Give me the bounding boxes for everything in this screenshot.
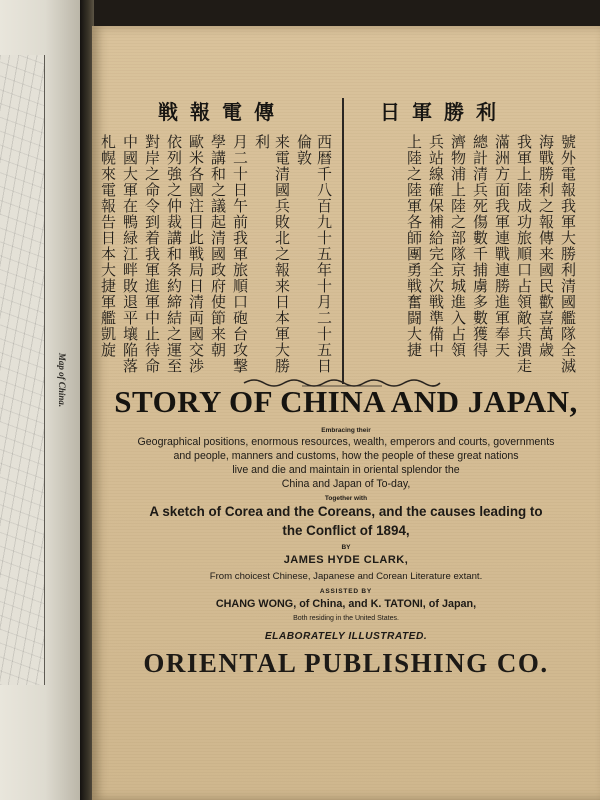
- embracing-label: Embracing their: [321, 427, 371, 434]
- japanese-column: 月二十日午前我軍旅順口砲台攻撃: [231, 134, 249, 374]
- by-label: BY: [341, 544, 351, 551]
- japanese-column: 滿洲方面我軍連戰連勝進軍奉天: [493, 134, 511, 358]
- japanese-column: 號外電報我軍大勝利清國艦隊全滅: [559, 134, 577, 374]
- japanese-news-section: [99, 96, 582, 414]
- column-divider: [342, 98, 344, 384]
- source-note: From choicest Chinese, Japanese and Corean Literature extant.: [209, 571, 483, 582]
- sketch-line: A sketch of Corea and the Coreans, and the causes leading to: [149, 504, 543, 519]
- japanese-column: 濟物浦上陸之部隊京城進入占領: [449, 134, 467, 358]
- japanese-column: 學講和之議起清國政府使節来朝: [209, 134, 227, 358]
- japanese-title-left: 戦報電傳: [158, 102, 286, 124]
- author-name: JAMES HYDE CLARK,: [283, 554, 409, 566]
- residing-note: Both residing in the United States.: [293, 615, 399, 622]
- description-line: live and die and maintain in oriental splendor the: [232, 464, 460, 476]
- map-caption: [52, 300, 72, 460]
- publisher-name: ORIENTAL PUBLISHING CO.: [143, 648, 549, 678]
- japanese-column: 我軍上陸成功旅順口占領敵兵潰走: [515, 134, 533, 374]
- japanese-column: 對岸之命令到着我軍進軍中止待命: [143, 134, 161, 374]
- description-line: and people, manners and customs, how the people of these great nations: [173, 450, 519, 462]
- japanese-column: 来電清國兵敗北之報来日本軍大勝利: [253, 134, 291, 374]
- japanese-column: 海戰勝利之報傳来國民歡喜萬歳: [537, 134, 555, 358]
- facing-map-page: [0, 0, 82, 800]
- title-page: [92, 26, 600, 800]
- japanese-title-right: 日軍勝利: [380, 102, 508, 124]
- japanese-columns-right: [356, 134, 578, 384]
- description-line: Geographical positions, enormous resources, wealth, emperors and courts, governments: [137, 436, 555, 448]
- japanese-column: 歐米各國注目此戦局日清両國交渉: [187, 134, 205, 374]
- japanese-column: 西暦千八百九十五年十月二十五日倫敦: [295, 134, 333, 374]
- sketch-line: the Conflict of 1894,: [282, 523, 410, 538]
- japanese-column: 中國大軍在鴨緑江畔敗退平壤陥落: [121, 134, 139, 374]
- japanese-column: 上陸之陸軍各師團勇戦奮闘大捷: [405, 134, 423, 358]
- japanese-column: 兵站線確保補給完全次戦準備中: [427, 134, 445, 358]
- assisted-by-label: ASSISTED BY: [319, 588, 373, 595]
- assistants: CHANG WONG, of China, and K. TATONI, of Japan,: [215, 598, 477, 610]
- illustrated-note: ELABORATELY ILLUSTRATED.: [264, 631, 428, 642]
- japanese-column: 札幌來電報告日本大捷軍艦凱旋: [99, 134, 117, 358]
- together-with-label: Together with: [324, 495, 368, 502]
- map-caption-text: Map of China.: [57, 352, 68, 408]
- book-title: STORY OF CHINA AND JAPAN,: [114, 384, 578, 419]
- description-line: China and Japan of To-day,: [281, 478, 411, 490]
- japanese-column: 總計清兵死傷數千捕虜多數獲得: [471, 134, 489, 358]
- japanese-column: 依列強之仲裁講和条約締結之運至: [165, 134, 183, 374]
- japanese-columns-left: [99, 134, 334, 384]
- map-of-china-image: [0, 55, 45, 685]
